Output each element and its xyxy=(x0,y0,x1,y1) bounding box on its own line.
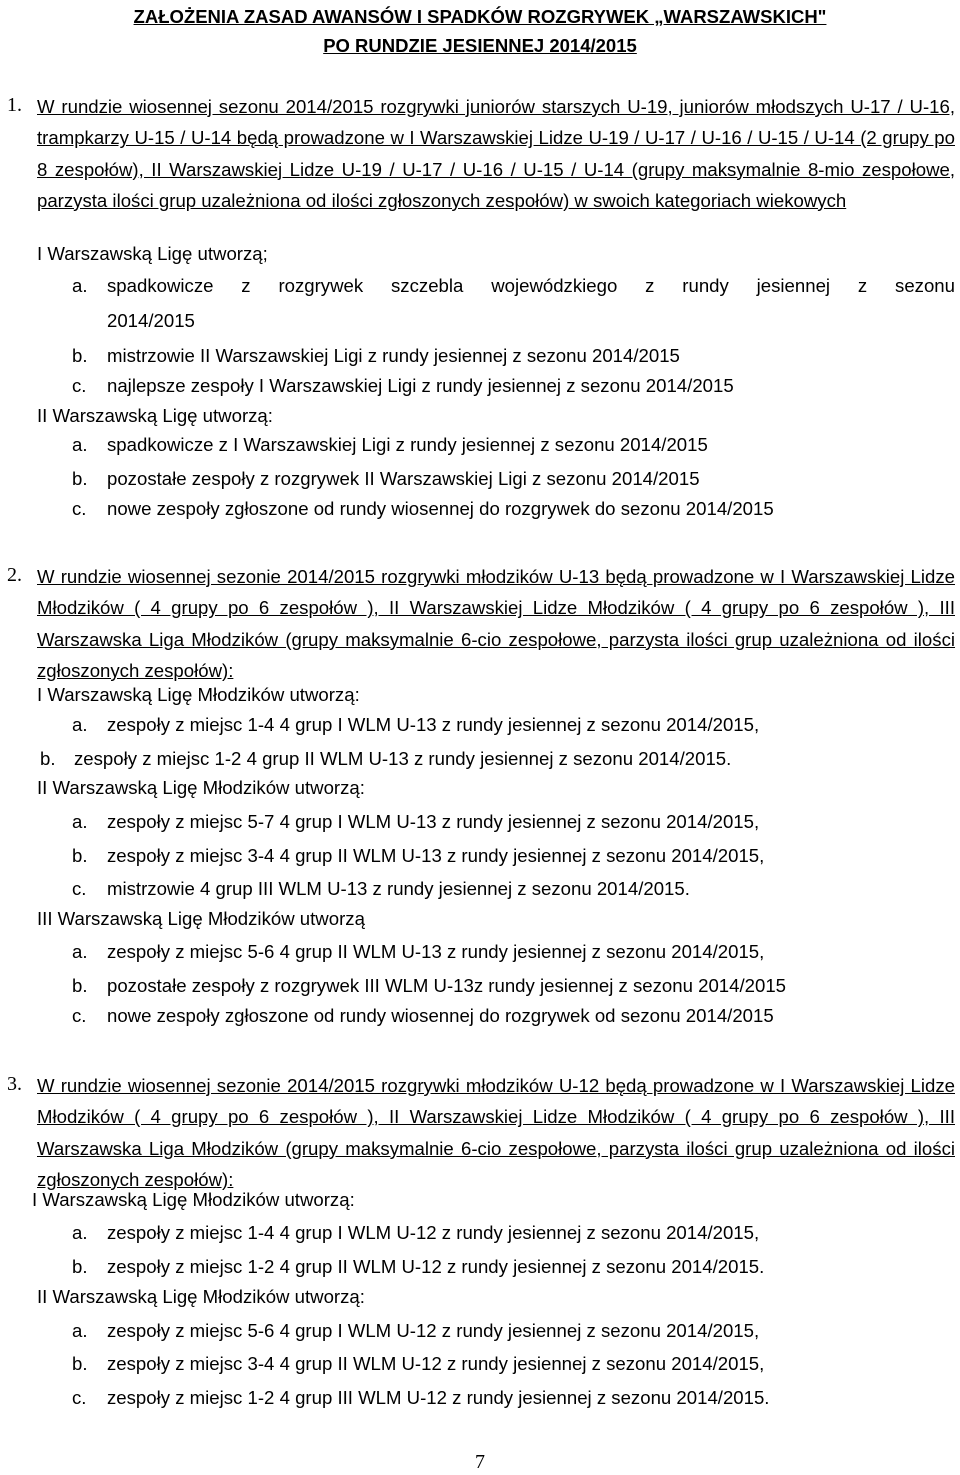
section-1-group-2-heading: II Warszawską Ligę utworzą: xyxy=(37,405,273,426)
section-1-group-2-item-a-letter: a. xyxy=(72,434,88,455)
section-3-group-1-item-a-letter: a. xyxy=(72,1222,88,1243)
section-3-group-2-item-c-letter: c. xyxy=(72,1387,87,1408)
section-2-group-3-item-b-letter: b. xyxy=(72,975,88,996)
section-3-group-1-item-b-text: zespoły z miejsc 1-2 4 grup II WLM U-12 z rundy jesiennej z sezonu 2014/2015. xyxy=(107,1256,765,1277)
section-2-group-2-item-c-text: mistrzowie 4 grup III WLM U-13 z rundy jesiennej z sezonu 2014/2015. xyxy=(107,878,690,899)
section-3-group-2-heading: II Warszawską Ligę Młodzików utworzą: xyxy=(37,1286,365,1307)
section-2-group-1-item-a-letter: a. xyxy=(72,714,88,735)
section-1-group-1-item-a-text: spadkowicze z rozgrywek szczebla wojewódzkiego z rundy jesiennej z sezonu xyxy=(107,275,955,296)
section-3-intro: W rundzie wiosennej sezonie 2014/2015 rozgrywki młodzików U-12 będą prowadzone w I Warszawskiej Lidze Młodzików ( 4 grupy po 6 zespołów ), II Warszawskiej Lidze Młodzików ( 4 grupy po 6 zespołów ), III Warszawska Liga Młodzików (grupy maksymalnie 6-cio zespołowe, parzysta ilości grup uzależniona od ilości zgłoszonych zespołów): xyxy=(37,1075,955,1190)
section-2-group-1-item-b-letter: b. xyxy=(40,748,56,769)
section-1-group-2-item-a-text: spadkowicze z I Warszawskiej Ligi z rundy jesiennej z sezonu 2014/2015 xyxy=(107,434,708,455)
title-line-2: PO RUNDZIE JESIENNEJ 2014/2015 xyxy=(323,35,637,56)
section-1-group-1-item-b-text: mistrzowie II Warszawskiej Ligi z rundy jesiennej z sezonu 2014/2015 xyxy=(107,345,680,366)
title-line-1: ZAŁOŻENIA ZASAD AWANSÓW I SPADKÓW ROZGRYWEK „WARSZAWSKICH" xyxy=(133,6,827,27)
section-1-group-1-item-a-cont: 2014/2015 xyxy=(107,310,195,331)
section-2-group-2-item-b-text: zespoły z miejsc 3-4 4 grup II WLM U-13 z rundy jesiennej z sezonu 2014/2015, xyxy=(107,845,765,866)
section-1-number: 1. xyxy=(7,94,22,116)
section-2-group-3-item-b-text: pozostałe zespoły z rozgrywek III WLM U-13z rundy jesiennej z sezonu 2014/2015 xyxy=(107,975,787,996)
section-3-group-2-item-a-text: zespoły z miejsc 5-6 4 grup I WLM U-12 z rundy jesiennej z sezonu 2014/2015, xyxy=(107,1320,760,1341)
section-3-group-2-item-b-letter: b. xyxy=(72,1353,88,1374)
section-2-group-1-item-a-text: zespoły z miejsc 1-4 4 grup I WLM U-13 z rundy jesiennej z sezonu 2014/2015, xyxy=(107,714,760,735)
section-2-group-2-item-b-letter: b. xyxy=(72,845,88,866)
section-2-group-3-item-c-letter: c. xyxy=(72,1005,87,1026)
section-2-group-3-item-a-letter: a. xyxy=(72,941,88,962)
section-3-group-2-item-c-text: zespoły z miejsc 1-2 4 grup III WLM U-12 z rundy jesiennej z sezonu 2014/2015. xyxy=(107,1387,770,1408)
section-2-group-2-item-a-text: zespoły z miejsc 5-7 4 grup I WLM U-13 z rundy jesiennej z sezonu 2014/2015, xyxy=(107,811,760,832)
section-1-group-1-item-b-letter: b. xyxy=(72,345,88,366)
section-1-group-2-item-c-letter: c. xyxy=(72,498,87,519)
section-2-number: 2. xyxy=(7,564,22,586)
page-number: 7 xyxy=(475,1451,485,1473)
section-1-group-1-item-c-letter: c. xyxy=(72,375,87,396)
section-1-group-2-item-c-text: nowe zespoły zgłoszone od rundy wiosennej do rozgrywek do sezonu 2014/2015 xyxy=(107,498,774,519)
section-1-group-1-item-c-text: najlepsze zespoły I Warszawskiej Ligi z rundy jesiennej z sezonu 2014/2015 xyxy=(107,375,734,396)
section-2-group-2-heading: II Warszawską Ligę Młodzików utworzą: xyxy=(37,777,365,798)
section-2-group-3-heading: III Warszawską Ligę Młodzików utworzą xyxy=(37,908,365,929)
section-2-group-2-item-a-letter: a. xyxy=(72,811,88,832)
section-3-group-1-item-a-text: zespoły z miejsc 1-4 4 grup I WLM U-12 z rundy jesiennej z sezonu 2014/2015, xyxy=(107,1222,760,1243)
section-1-group-1-item-a-letter: a. xyxy=(72,275,88,296)
section-2-group-1-item-b-text: zespoły z miejsc 1-2 4 grup II WLM U-13 z rundy jesiennej z sezonu 2014/2015. xyxy=(74,748,732,769)
section-3-group-2-item-b-text: zespoły z miejsc 3-4 4 grup II WLM U-12 z rundy jesiennej z sezonu 2014/2015, xyxy=(107,1353,765,1374)
section-2-group-3-item-c-text: nowe zespoły zgłoszone od rundy wiosennej do rozgrywek od sezonu 2014/2015 xyxy=(107,1005,774,1026)
section-1-group-1-heading: I Warszawską Ligę utworzą; xyxy=(37,243,268,264)
section-3-group-1-heading: I Warszawską Ligę Młodzików utworzą: xyxy=(32,1189,355,1210)
section-3-number: 3. xyxy=(7,1073,22,1095)
section-1-group-2-item-b-text: pozostałe zespoły z rozgrywek II Warszawskiej Ligi z sezonu 2014/2015 xyxy=(107,468,700,489)
section-2-group-3-item-a-text: zespoły z miejsc 5-6 4 grup II WLM U-13 z rundy jesiennej z sezonu 2014/2015, xyxy=(107,941,765,962)
section-3-group-1-item-b-letter: b. xyxy=(72,1256,88,1277)
section-1-group-2-item-b-letter: b. xyxy=(72,468,88,489)
section-1-intro: W rundzie wiosennej sezonu 2014/2015 rozgrywki juniorów starszych U-19, juniorów młodszych U-17 / U-16, trampkarzy U-15 / U-14 będą prowadzone w I Warszawskiej Lidze U-19 / U-17 / U-16 / U-15 / U-14 (2 grupy po 8 zespołów), II Warszawskiej Lidze U-19 / U-17 / U-16 / U-15 / U-14 (grupy maksymalnie 8-mio zespołowe, parzysta ilości grup uzależniona od ilości zgłoszonych zespołów) w swoich kategoriach wiekowych xyxy=(37,96,955,211)
section-2-group-2-item-c-letter: c. xyxy=(72,878,87,899)
section-2-intro: W rundzie wiosennej sezonie 2014/2015 rozgrywki młodzików U-13 będą prowadzone w I Warszawskiej Lidze Młodzików ( 4 grupy po 6 zespołów ), II Warszawskiej Lidze Młodzików ( 4 grupy po 6 zespołów ), III Warszawska Liga Młodzików (grupy maksymalnie 6-cio zespołowe, parzysta ilości grup uzależniona od ilości zgłoszonych zespołów): xyxy=(37,566,955,681)
section-2-group-1-heading: I Warszawską Ligę Młodzików utworzą: xyxy=(37,684,360,705)
section-3-group-2-item-a-letter: a. xyxy=(72,1320,88,1341)
